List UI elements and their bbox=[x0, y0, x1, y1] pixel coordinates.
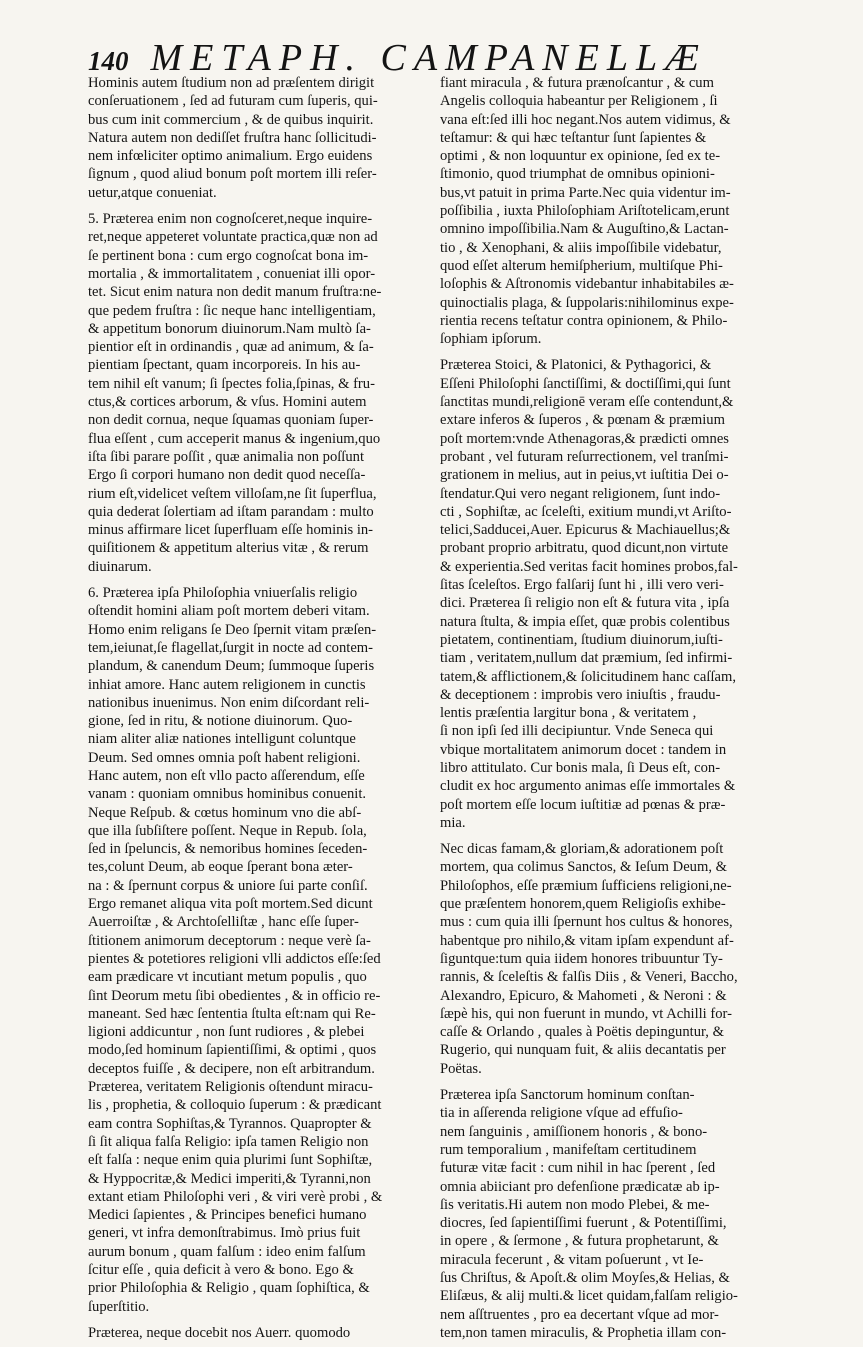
paragraph-gap bbox=[88, 1316, 422, 1324]
text-line: nationibus inuenimus. Non enim diſcordant reli- bbox=[88, 694, 370, 711]
text-line: ſtimonio, quod triumphat de omnibus opinioni- bbox=[440, 166, 715, 183]
text-line: mortem, qua colimus Sanctos, & Ieſum Deum, & bbox=[440, 859, 727, 876]
text-line: grationem in melius, aut in peius,vt iuſtitia Dei o- bbox=[440, 467, 729, 484]
text-line: omnino impoſſibilia.Nam & Auguſtino,& Lactan- bbox=[440, 221, 729, 238]
text-line: rannis, & ſceleſtis & falſis Diis , & Veneri, Baccho, bbox=[440, 969, 738, 986]
text-line: ſcitur eſſe , quia deficit à vero & bono. Ego & bbox=[88, 1262, 354, 1278]
text-line: mortalia , & immortalitatem , conueniat illi opor- bbox=[88, 265, 376, 282]
left-column bbox=[88, 74, 422, 1342]
text-line: quiſitionem & appetitum alterius vitæ , & rerum bbox=[88, 540, 369, 557]
text-line: Homo enim religans ſe Deo ſpernit vitam præſen- bbox=[88, 621, 377, 638]
text-line: ſtitionem animorum deceptorum : neque verè ſa- bbox=[88, 932, 371, 949]
text-line: Philoſophos, eſſe præmium ſufficiens religioni,ne- bbox=[440, 877, 732, 894]
text-line: Poëtas. bbox=[440, 1060, 482, 1077]
text-line: 5. Præterea enim non cognoſceret,neque inquire- bbox=[88, 211, 373, 228]
text-line: Rugerio, qui nunquam fuit, & aliis decantatis per bbox=[440, 1042, 726, 1059]
text-line: loſophis & Aſtronomis videbantur inhabitabiles æ- bbox=[440, 276, 734, 293]
text-line: poſt mortem eſſe locum iuſtitiæ ad pœnas & præ- bbox=[440, 796, 726, 813]
text-line: ſus Chriſtus, & Apoſt.& olim Moyſes,& Helias, & bbox=[440, 1270, 730, 1286]
text-line: ſi ſit aliqua falſa Religio: ipſa tamen Religio non bbox=[88, 1133, 369, 1150]
text-line: nem aſſtruentes , pro ea decertant vſque ad mor- bbox=[440, 1306, 719, 1323]
text-line: mus : cum quia illi ſpernunt hos cultus & honores, bbox=[440, 914, 733, 931]
text-line: miracula fecerunt , & vitam poſuerunt , vt Ie- bbox=[440, 1251, 704, 1268]
text-line: probant , vel futuram reſurrectionem, vel tranſmi- bbox=[440, 448, 729, 465]
text-line: vana eſt:ſed illi hoc negant.Nos autem vidimus, & bbox=[440, 111, 731, 128]
text-line: iſta ſibi parare poſſit , quæ animalia non poſſunt bbox=[88, 448, 365, 465]
text-line: Natura autem non dediſſet fruſtra hanc ſollicitudi- bbox=[88, 129, 377, 146]
text-line: Nec dicas famam,& gloriam,& adorationem poſt bbox=[440, 841, 724, 858]
text-line: telici,Sadducei,Auer. Epicurus & Machiauellus;& bbox=[440, 522, 731, 539]
text-line: teſtamur: & qui hæc teſtantur ſunt ſapientes & bbox=[440, 129, 707, 146]
page-number: 140 bbox=[88, 46, 129, 76]
text-line: uetur,atque conueniat. bbox=[88, 184, 217, 201]
text-line: cti , Sophiſtæ, ac ſceleſti, exitium mundi,vt Ariſto- bbox=[440, 503, 732, 520]
paragraph bbox=[440, 74, 770, 348]
text-line: pientior eſt in ordinandis , quæ ad animum, & ſa- bbox=[88, 339, 374, 356]
text-line: habentque pro nihilo,& vitam ipſam expendunt af- bbox=[440, 932, 734, 949]
text-line: Ergo ſi corpori humano non dedit quod neceſſa- bbox=[88, 467, 366, 484]
text-line: quinoctialis plaga, & ſuppolaris:nihilominus expe- bbox=[440, 294, 734, 311]
paragraph bbox=[440, 356, 770, 832]
text-line: conſeruationem , ſed ad futuram cum ſuperis, qui- bbox=[88, 93, 378, 110]
paragraph-gap bbox=[88, 576, 422, 584]
text-line: mia. bbox=[440, 814, 466, 831]
text-line: in opere , & ſermone , & futura prophetarunt, & bbox=[440, 1233, 719, 1250]
text-line: eam prædicare vt incutiant metum populis , quo bbox=[88, 969, 367, 986]
paragraph bbox=[88, 210, 422, 576]
text-line: ſtendatur.Qui vero negant religionem, ſunt indo- bbox=[440, 485, 721, 502]
text-line: Auerroiſtæ , & Archtoſelliſtæ , hanc eſſe ſuper- bbox=[88, 914, 359, 931]
text-line: diocres, ſed ſapientiſſimi fuerunt , & Potentiſſimi, bbox=[440, 1215, 727, 1232]
text-line: libro attitulato. Cur bonis mala, ſi Deus eſt, con- bbox=[440, 759, 721, 776]
text-line: ſuperſtitio. bbox=[88, 1298, 150, 1315]
text-line: omnia abiiciant pro defenſione prædicatæ ab ip- bbox=[440, 1178, 720, 1195]
text-line: ret,neque appeteret voluntate practica,quæ non ad bbox=[88, 229, 378, 246]
text-line: Angelis colloquia habeantur per Religionem , ſi bbox=[440, 93, 718, 110]
text-line: lis , prophetia, & colloquio ſuperum : & prædicant bbox=[88, 1097, 382, 1114]
paragraph-gap bbox=[440, 1078, 770, 1086]
text-line: niam aliter aliæ nationes intelligunt coluntque bbox=[88, 731, 356, 748]
text-line: ctus,& cortices arborum, & vſus. Homini autem bbox=[88, 394, 367, 411]
text-line: plandum, & canendum Deum; ſummoque ſuperis bbox=[88, 658, 375, 675]
text-line: tem,non tamen miraculis, & Prophetia illam con- bbox=[440, 1324, 727, 1341]
paragraph bbox=[440, 1086, 770, 1342]
text-line: tem nihil eſt vanum; ſi ſpectes folia,ſpinas, & fru- bbox=[88, 375, 375, 392]
text-line: Hanc autem, non eſt vllo pacto aſſerendum, eſſe bbox=[88, 767, 365, 784]
text-line: tatem,& afflictionem,& ſolicitudinem hanc caſſam, bbox=[440, 668, 736, 685]
text-line: tiam , veritatem,nullum dat præmium, ſed infirmi- bbox=[440, 650, 733, 667]
text-line: ſi non ipſi ſed illi decipiuntur. Vnde Seneca qui bbox=[440, 723, 714, 740]
text-line: Præterea ipſa Sanctorum hominum conſtan- bbox=[440, 1087, 695, 1104]
text-line: Ergo remanet aliqua vita poſt mortem.Sed dicunt bbox=[88, 896, 373, 913]
text-line: ſed in ſpeluncis, & nemoribus homines ſeceden- bbox=[88, 841, 368, 858]
text-line: Deum. Sed omnes omnia poſt habent religioni. bbox=[88, 749, 361, 766]
text-line: tio , & Xenophani, & aliis impoſſibile videbatur, bbox=[440, 239, 722, 256]
text-line: ſe pertinent bona : cum ergo cognoſcat bona im- bbox=[88, 247, 369, 264]
text-line: Præterea, neque docebit nos Auerr. quomodo bbox=[88, 1324, 351, 1341]
text-line: lentis præſentia largitur bona , & veritatem , bbox=[440, 705, 697, 722]
text-line: minus affirmare licet ſuperfluam eſſe hominis in- bbox=[88, 522, 374, 539]
text-line: prior Philoſophia & Religio , quam ſophiſtica, & bbox=[88, 1280, 370, 1297]
paragraph-gap bbox=[440, 348, 770, 356]
paragraph bbox=[440, 840, 770, 1078]
text-line: ſæpè his, qui non fuerunt in mundo, vt Achilli for- bbox=[440, 1005, 732, 1022]
text-line: non dedit cornua, neque ſquamas quoniam ſuper- bbox=[88, 412, 374, 429]
text-line: Eliſæus, & alij multi.& licet quidam,falſam religio- bbox=[440, 1288, 738, 1305]
text-line: quod eſſet alterum hemiſpherium, multiſque Phi- bbox=[440, 257, 723, 274]
text-line: poſſibilia , iuxta Philoſophiam Ariſtotelicam,erunt bbox=[440, 203, 730, 220]
text-line: na : & ſpernunt corpus & uniore ſui parte conſiſ. bbox=[88, 877, 368, 894]
text-line: rientia recens teſtatur contra opinionem, & Philo- bbox=[440, 312, 728, 329]
text-line: optimi , & non loquuntur ex opinione, ſed ex te- bbox=[440, 148, 721, 165]
text-line: ſophiam ipſorum. bbox=[440, 331, 542, 348]
text-line: que pedem fruſtra : ſic neque hanc intelligentiam, bbox=[88, 302, 376, 319]
text-line: caſſe & Orlando , quales à Poëtis depinguntur, & bbox=[440, 1024, 724, 1041]
text-line: ſitas ſceleſtos. Ergo falſarij ſunt hi , illi vero veri- bbox=[440, 577, 724, 594]
paragraph-gap bbox=[88, 202, 422, 210]
text-line: generi, vt infra demonſtrabimus. Imò prius fuit bbox=[88, 1225, 361, 1242]
text-line: eſt falſa : neque enim quia plurimi ſunt Sophiſtæ, bbox=[88, 1152, 373, 1169]
text-line: vanam : quoniam omnibus hominibus conuenit. bbox=[88, 786, 367, 803]
text-line: ſignum , quod aliud bonum poſt mortem illi reſer- bbox=[88, 166, 377, 183]
text-line: gione, ſed in ritu, & notione diuinorum. Quo- bbox=[88, 713, 353, 730]
text-line: quia dederat ſolertiam ad iſtam parandam : multo bbox=[88, 503, 374, 520]
text-line: bus cum init commercium , & de quibus inquirit. bbox=[88, 111, 374, 128]
text-line: Eſſeni Philoſophi ſanctiſſimi, & doctiſſimi,qui ſunt bbox=[440, 375, 731, 392]
paragraph bbox=[88, 74, 422, 202]
text-line: Hominis autem ſtudium non ad præſentem dirigit bbox=[88, 75, 375, 91]
text-line: Præterea, veritatem Religionis oſtendunt miracu- bbox=[88, 1079, 373, 1096]
text-line: Neque Reſpub. & cœtus hominum vno die abſ- bbox=[88, 804, 362, 821]
text-line: cludit ex hoc argumento animas eſſe immortales & bbox=[440, 778, 736, 795]
text-line: flua eſſent , cum acceperit manus & ingenium,quo bbox=[88, 430, 381, 447]
text-line: extare inferos & ſuperos , & pœnam & præmium bbox=[440, 412, 725, 429]
text-line: nem infœliciter optimo animalium. Ergo euidens bbox=[88, 148, 373, 165]
text-line: diuinarum. bbox=[88, 558, 152, 575]
text-line: vbique mortalitatem animorum docet : tandem in bbox=[440, 741, 727, 758]
text-line: poſt mortem:vnde Athenagoras,& prædicti omnes bbox=[440, 430, 729, 447]
text-line: & deceptionem : improbis vero iniuſtis , fraudu- bbox=[440, 686, 721, 703]
text-line: Præterea Stoici, & Platonici, & Pythagorici, & bbox=[440, 357, 712, 374]
text-line: ſiguntque:tum quia iidem honores tribuuntur Ty- bbox=[440, 950, 723, 967]
text-line: dici. Præterea ſi religio non eſt & futura vita , ipſa bbox=[440, 595, 730, 612]
text-line: inhiat amore. Hanc autem religionem in cunctis bbox=[88, 676, 366, 693]
text-line: aurum bonum , quam falſum : ideo enim falſum bbox=[88, 1243, 366, 1260]
text-line: & experientia.Sed veritas facit homines probos,fal- bbox=[440, 558, 738, 575]
text-line: ſanctitas mundi,religionē veram eſſe contendunt,& bbox=[440, 394, 734, 411]
text-line: futuræ vitæ facit : cum nihil in hac ſperent , ſed bbox=[440, 1160, 716, 1177]
text-line: tes,colunt Deum, ab eoque ſperant bona æter- bbox=[88, 859, 353, 876]
text-line: Alexandro, Epicuro, & Mahometi , & Neroni : & bbox=[440, 987, 727, 1004]
text-line: rium eſt,videlicet veſtem villoſam,ne ſit ſuperflua, bbox=[88, 485, 377, 502]
text-line: pietatem, continentiam, ſtudium diuinorum,iuſti- bbox=[440, 631, 723, 648]
text-line: ligioni addicuntur , non ſunt rudiores , & plebei bbox=[88, 1024, 365, 1041]
text-line: eam contra Sophiſtas,& Tyrannos. Quapropter & bbox=[88, 1115, 372, 1132]
text-line: ſint Deorum metu ſibi obedientes , & in officio re- bbox=[88, 987, 381, 1004]
paragraph bbox=[88, 584, 422, 1316]
text-line: & appetitum bonorum diuinorum.Nam multò ſa- bbox=[88, 320, 371, 337]
text-line: maneant. Sed hæc ſententia ſtulta eſt:nam qui Re- bbox=[88, 1005, 376, 1022]
text-line: deceptos fuiſſe , & decipere, non eſt arbitrandum. bbox=[88, 1060, 375, 1077]
text-line: 6. Præterea ipſa Philoſophia vniuerſalis religio bbox=[88, 585, 358, 602]
text-line: ſis veritatis.Hi autem non modo Plebei, & me- bbox=[440, 1196, 710, 1213]
text-line: pientiam ſpectant, quam incorporeis. In his au- bbox=[88, 357, 361, 374]
text-line: tet. Sicut enim natura non dedit manum fruſtra:ne- bbox=[88, 284, 382, 301]
text-line: tia in aſſerenda religione vſque ad effuſio- bbox=[440, 1105, 683, 1122]
right-column bbox=[440, 74, 770, 1342]
text-line: natura ſtulta, & impia eſſet, quæ probis colentibus bbox=[440, 613, 730, 630]
text-line: Medici ſapientes , & Principes benefici humano bbox=[88, 1207, 367, 1224]
text-line: nem ſanguinis , amiſſionem honoris , & bono- bbox=[440, 1123, 708, 1140]
text-line: modo,ſed hominum ſapientiſſimi, & optimi , quos bbox=[88, 1042, 377, 1059]
paragraph bbox=[88, 1324, 422, 1342]
text-line: rum temporalium , manifeſtam certitudinem bbox=[440, 1141, 697, 1158]
text-line: bus,vt patuit in prima Parte.Nec quia videntur im- bbox=[440, 184, 731, 201]
text-line: oſtendit homini aliam poſt mortem deberi vitam. bbox=[88, 603, 370, 620]
text-line: extant etiam Philoſophi veri , & viri verè probi , & bbox=[88, 1188, 383, 1205]
text-line: tem,ieiunat,ſe flagellat,ſurgit in nocte ad contem- bbox=[88, 639, 374, 656]
text-line: que illa ſubſiſtere poſſent. Neque in Repub. ſola, bbox=[88, 822, 367, 839]
text-line: que præſentem honorem,quem Religioſis exhibe- bbox=[440, 896, 726, 913]
text-line: probant proprio arbitratu, quod dicunt,non virtute bbox=[440, 540, 729, 557]
paragraph-gap bbox=[440, 832, 770, 840]
text-line: fiant miracula , & futura prænoſcantur , & cum bbox=[440, 75, 714, 91]
text-line: pientes & potetiores religioni vlli addictos eſſe:ſed bbox=[88, 950, 381, 967]
running-head: METAPH. CAMPANELLÆ bbox=[150, 37, 707, 79]
text-line: & Hyppocritæ,& Medici imperiti,& Tyranni,non bbox=[88, 1170, 371, 1187]
